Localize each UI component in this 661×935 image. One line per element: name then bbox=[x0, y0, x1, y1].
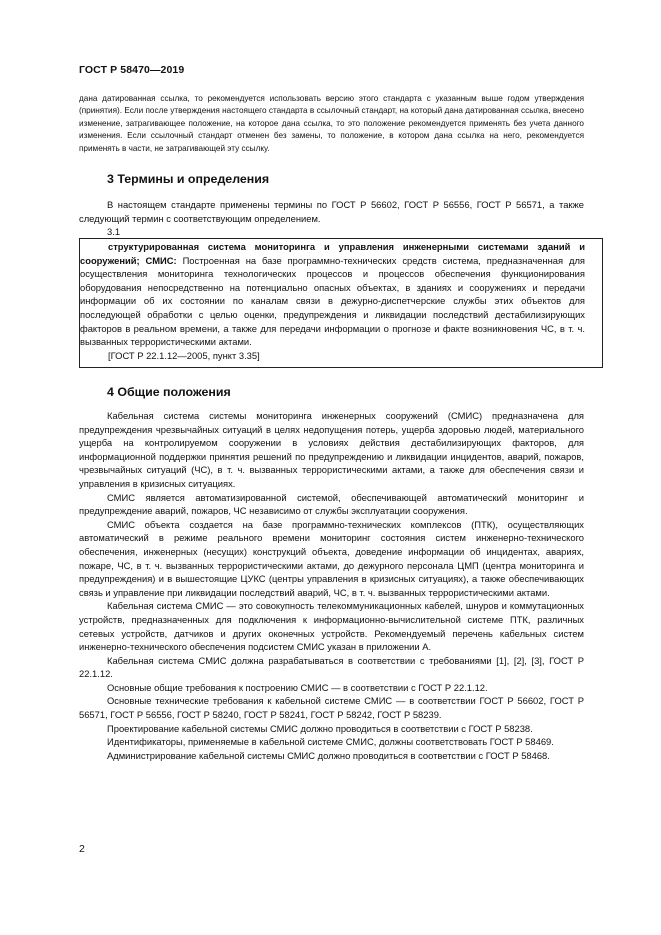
section-4-paragraph: СМИС объекта создается на базе программно-технических комплексов (ПТК), осуществляющих автоматический в режиме реального времени мониторинг состояния систем инженерно-технического обеспечения, инженерных (несущих) конструкций объекта, доведение информации об инцидентах, авариях, пожаре, ЧС, в т. ч. вызванных террористическими актами, до дежурного персонала ЦМП (центра мониторинга и предупреждения) и в вышестоящие ЦУКС (центры управления в кризисных ситуациях), а также обеспечивающих связь и управление при ликвидации последствий аварий, ЧС, в т. ч. вызванных террористическими актами. bbox=[79, 518, 584, 598]
section-4-paragraph: Основные общие требования к построению СМИС — в соответствии с ГОСТ Р 22.1.12. bbox=[107, 681, 488, 693]
term-number bbox=[79, 225, 584, 239]
section-3-heading: 3 Термины и определения bbox=[107, 172, 270, 186]
section-3-body bbox=[79, 198, 584, 225]
section-4-body bbox=[79, 409, 584, 762]
standard-title: ГОСТ Р 58470—2019 bbox=[79, 64, 185, 76]
section-4-paragraph: Администрирование кабельной системы СМИС должно проводиться в соответствии с ГОСТ Р 58468. bbox=[107, 749, 550, 761]
section-4-heading: 4 Общие положения bbox=[107, 385, 231, 399]
intro-text: дана датированная ссылка, то рекомендуется использовать версию этого стандарта с указанным выше годом утверждения (принятия). Если после утверждения настоящего стандарта в ссылочный стандарт, на который дана датированная ссылка, внесено изменение, затрагивающее положение, на которое дана ссылка, то это положение рекомендуется применять без учета данного изменения. Если ссылочный стандарт отменен без замены, то положение, в котором дана ссылка на него, рекомендуется применять в части, не затрагивающей эту ссылку. bbox=[79, 94, 584, 153]
section-4-paragraph: Кабельная система СМИС — это совокупность телекоммуникационных кабелей, шнуров и коммутационных устройств, предназначенных для подключения к информационно-вычислительной системе ПТК, различных сетевых устройств, датчиков и других оконечных устройств. Рекомендуемый перечень кабельных систем инженерно-технического обеспечения подсистем СМИС указан в приложении А. bbox=[79, 600, 584, 653]
section-3-paragraph: В настоящем стандарте применены термины по ГОСТ Р 56602, ГОСТ Р 56556, ГОСТ Р 56571, а также следующий термин с соответствующим определением. bbox=[79, 199, 584, 224]
section-4-paragraph: Проектирование кабельной системы СМИС должно проводиться в соответствии с ГОСТ Р 58238. bbox=[107, 722, 533, 734]
section-4-paragraph: Кабельная система СМИС должна разрабатываться в соответствии с требованиями [1], [2], [3], ГОСТ Р 22.1.12. bbox=[79, 654, 584, 680]
term-definition bbox=[80, 240, 585, 362]
term-title: структурированная система мониторинга и управления инженерными системами зданий и сооружений; СМИС: bbox=[80, 241, 585, 266]
section-4-paragraph: СМИС является автоматизированной системой, обеспечивающей автоматический мониторинг и предупреждение аварий, пожаров, ЧС независимо от службы эксплуатации сооружения. bbox=[79, 491, 584, 517]
term-definition-paragraph bbox=[80, 240, 585, 349]
intro-paragraph bbox=[79, 93, 584, 155]
term-number-text: 3.1 bbox=[107, 226, 121, 237]
term-source: [ГОСТ Р 22.1.12—2005, пункт 3.35] bbox=[108, 349, 260, 361]
page-number: 2 bbox=[79, 843, 85, 855]
section-4-paragraph: Кабельная система системы мониторинга инженерных сооружений (СМИС) предназначена для предупреждения чрезвычайных ситуаций в целях недопущения потерь, ущерба здоровью людей, материального ущерба на контролируемом сооружении в условиях действия дестабилизирующих факторов, для информационной поддержки принятия решений по предупреждению и ликвидации инцидентов, аварий, пожаров, чрезвычайных ситуаций (ЧС), в т. ч. вызванных террористическими актами, а также для обеспечения связи и управления в кризисных ситуациях. bbox=[79, 410, 584, 489]
term-definition-text: Построенная на базе программно-технических средств система, предназначенная для осуществления мониторинга технологических процессов и процессов обеспечения функционирования оборудования непосредственно на потенциально опасных объектах, в зданиях и сооружениях и передачи информации об их состоянии по каналам связи в дежурно-диспетчерские службы этих объектов для последующей обработки с целью оценки, предупреждения и ликвидации последствий дестабилизирующих факторов в реальном времени, а также для передачи информации о прогнозе и факте возникновения ЧС, в т. ч. вызванных террористическими актами. bbox=[80, 254, 586, 348]
section-4-paragraph: Основные технические требования к кабельной системе СМИС — в соответствии ГОСТ Р 56602, ГОСТ Р 56571, ГОСТ Р 56556, ГОСТ Р 58240, ГОСТ Р 58241, ГОСТ Р 58242, ГОСТ Р 58239. bbox=[79, 695, 584, 721]
section-4-paragraph: Идентификаторы, применяемые в кабельной системе СМИС, должны соответствовать ГОСТ Р 58469. bbox=[107, 736, 554, 748]
